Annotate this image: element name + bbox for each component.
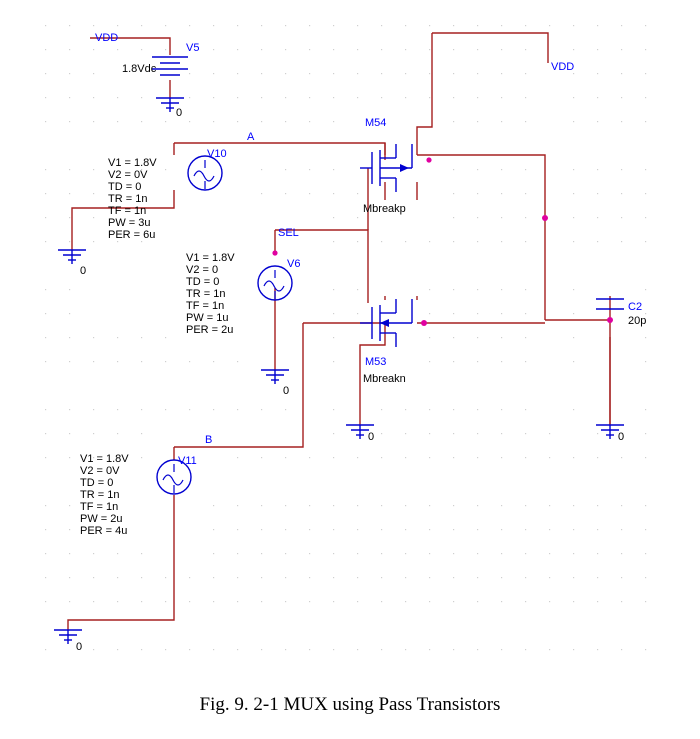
v6-param-tf: TF = 1n <box>186 300 225 312</box>
v11-param-tf: TF = 1n <box>80 501 119 513</box>
m54-ref-label: M54 <box>365 117 387 129</box>
c2-ref-label: C2 <box>628 301 643 313</box>
v10-ref-label: V10 <box>207 148 227 160</box>
net-label-vdd-right: VDD <box>551 61 575 73</box>
v10-param-v1: V1 = 1.8V <box>108 157 157 169</box>
v11-ref-label: V11 <box>178 455 197 467</box>
v10-param-v2: V2 = 0V <box>108 169 148 181</box>
v5-value-label: 1.8Vdc <box>122 63 157 75</box>
c2-value-label: 20p <box>628 315 647 327</box>
v10-param-pw: PW = 3u <box>108 217 151 229</box>
v10-param-tr: TR = 1n <box>108 193 148 205</box>
v11-param-tr: TR = 1n <box>80 489 120 501</box>
net-label-sel: SEL <box>278 227 299 239</box>
net-label-a: A <box>247 131 255 143</box>
v10-param-per: PER = 6u <box>108 229 156 241</box>
ground-label-0-b: 0 <box>80 265 87 277</box>
net-label-b: B <box>205 434 213 446</box>
v5-ref-label: V5 <box>186 42 200 54</box>
v11-param-td: TD = 0 <box>80 477 114 489</box>
figure-caption: Fig. 9. 2-1 MUX using Pass Transistors <box>199 694 501 715</box>
transistor-m53-nmos[interactable] <box>360 299 412 347</box>
v11-params <box>80 453 129 537</box>
m53-ref-label: M53 <box>365 356 387 368</box>
v11-param-pw: PW = 2u <box>80 513 123 525</box>
v10-param-td: TD = 0 <box>108 181 142 193</box>
junction-dots <box>272 157 613 326</box>
v6-param-v2: V2 = 0 <box>186 264 219 276</box>
net-label-vdd-left: VDD <box>95 32 119 44</box>
v6-param-td: TD = 0 <box>186 276 220 288</box>
v6-params <box>186 252 235 336</box>
v10-params <box>108 157 157 241</box>
v10-param-tf: TF = 1n <box>108 205 147 217</box>
ground-label-0-a: 0 <box>176 107 183 119</box>
ground-label-0-f: 0 <box>76 641 83 653</box>
source-v10[interactable] <box>188 156 222 190</box>
v11-param-per: PER = 4u <box>80 525 128 537</box>
ground-symbol-v6 <box>261 370 289 384</box>
v6-param-v1: V1 = 1.8V <box>186 252 235 264</box>
v11-param-v2: V2 = 0V <box>80 465 120 477</box>
m54-model-label: Mbreakp <box>363 203 406 215</box>
grid-dots <box>45 25 646 650</box>
v6-param-pw: PW = 1u <box>186 312 229 324</box>
ground-symbol-v10 <box>58 250 86 264</box>
m53-model-label: Mbreakn <box>363 373 406 385</box>
ground-label-0-d: 0 <box>368 431 375 443</box>
source-v5[interactable] <box>152 57 188 75</box>
v11-param-v1: V1 = 1.8V <box>80 453 129 465</box>
ground-label-0-c: 0 <box>283 385 290 397</box>
v6-param-tr: TR = 1n <box>186 288 226 300</box>
v6-param-per: PER = 2u <box>186 324 234 336</box>
v6-ref-label: V6 <box>287 258 301 270</box>
wire-network <box>68 33 610 630</box>
source-v6[interactable] <box>258 266 292 300</box>
ground-label-0-e: 0 <box>618 431 625 443</box>
